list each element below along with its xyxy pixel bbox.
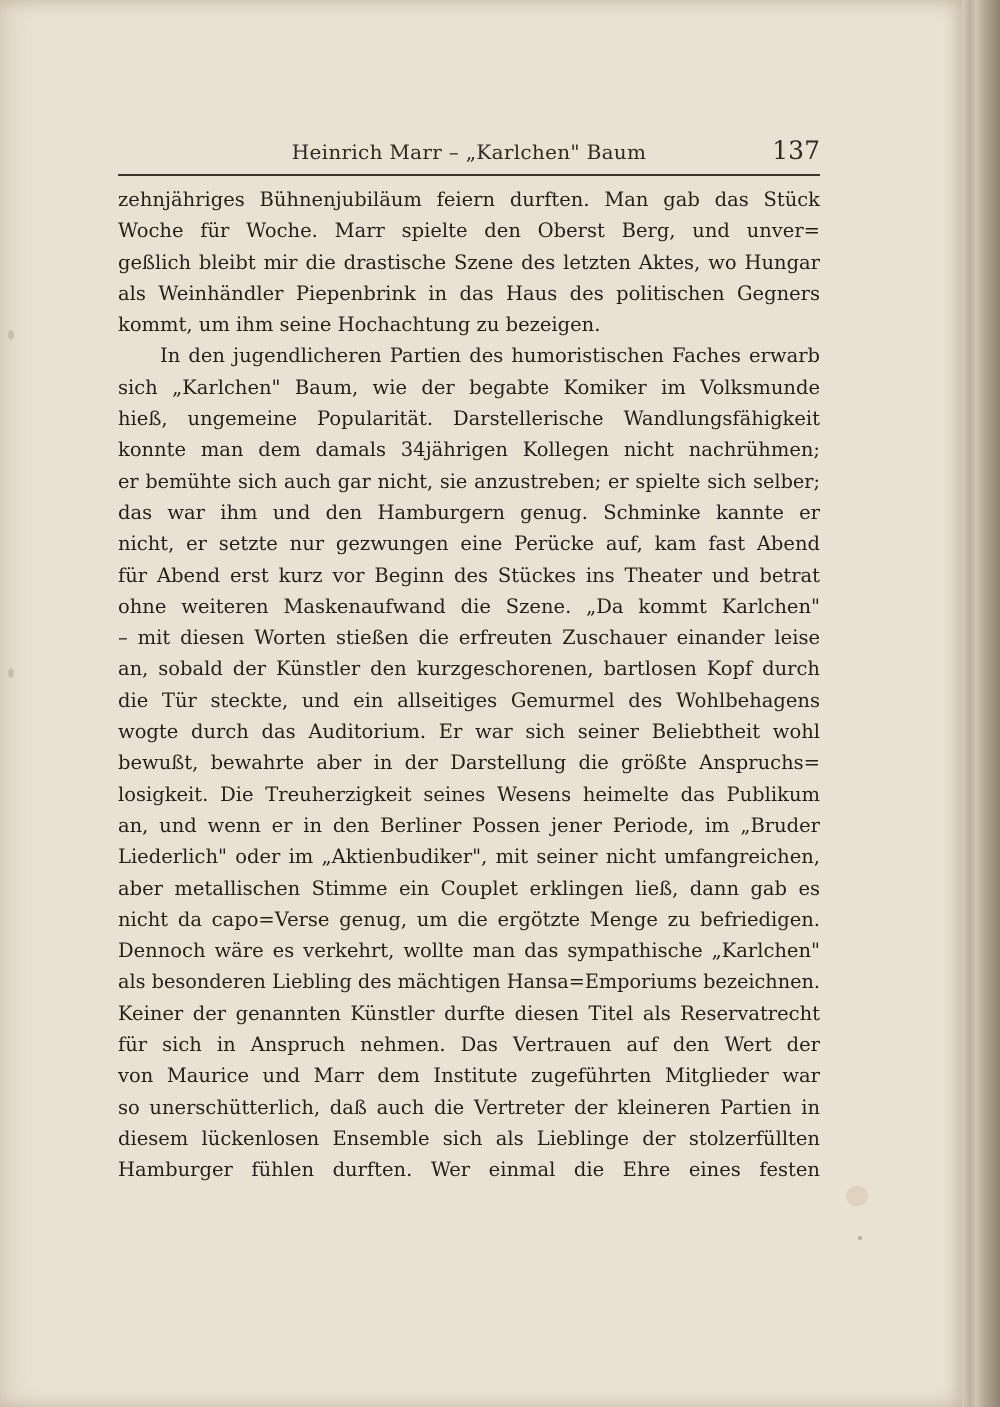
- text-line: von Maurice und Marr dem Institute zugeführten Mitglieder war: [118, 1064, 820, 1088]
- text-line: In den jugendlicheren Partien des humoristischen Faches erwarb: [160, 344, 820, 368]
- paper-stain: [8, 330, 14, 340]
- text-line: kommt, um ihm seine Hochachtung zu bezeigen.: [118, 313, 601, 337]
- text-line: Liederlich" oder im „Aktienbudiker", mit seiner nicht umfangreichen,: [118, 845, 820, 869]
- text-line: an, sobald der Künstler den kurzgeschorenen, bartlosen Kopf durch: [118, 657, 820, 681]
- text-line: wogte durch das Auditorium. Er war sich seiner Beliebtheit wohl: [118, 720, 820, 744]
- text-line: die Tür steckte, und ein allseitiges Gemurmel des Wohlbehagens: [118, 688, 820, 712]
- text-line: sich „Karlchen" Baum, wie der begabte Komiker im Volksmunde: [118, 375, 820, 399]
- text-line: als besonderen Liebling des mächtigen Hansa=Emporiums bezeichnen.: [118, 970, 820, 994]
- paper-stain: [846, 1186, 868, 1206]
- text-line: Dennoch wäre es verkehrt, wollte man das sympathische „Karlchen": [118, 939, 820, 963]
- running-title: Heinrich Marr – „Karlchen" Baum: [291, 140, 647, 164]
- text-line: zehnjähriges Bühnenjubiläum feiern durften. Man gab das Stück: [118, 188, 820, 211]
- paper-stain: [8, 668, 14, 678]
- text-line: an, und wenn er in den Berliner Possen jener Periode, im „Bruder: [118, 813, 820, 837]
- text-line: konnte man dem damals 34jährigen Kollegen nicht nachrühmen;: [118, 438, 820, 462]
- text-line: für sich in Anspruch nehmen. Das Vertrauen auf den Wert der: [118, 1033, 820, 1057]
- text-line: so unerschütterlich, daß auch die Vertreter der kleineren Partien in: [118, 1095, 820, 1119]
- text-line: er bemühte sich auch gar nicht, sie anzustreben; er spielte sich selber;: [118, 469, 820, 493]
- text-line: hieß, ungemeine Popularität. Darstellerische Wandlungsfähigkeit: [118, 407, 820, 431]
- text-line: für Abend erst kurz vor Beginn des Stückes ins Theater und betrat: [118, 563, 820, 587]
- text-line: bewußt, bewahrte aber in der Darstellung die größte Anspruchs=: [118, 751, 820, 775]
- text-line: das war ihm und den Hamburgern genug. Schminke kannte er: [118, 500, 820, 524]
- page-edge-stack: [962, 0, 1000, 1407]
- text-line: ohne weiteren Maskenaufwand die Szene. „Da kommt Karlchen": [118, 594, 820, 618]
- body-text: [118, 184, 820, 1186]
- text-line: – mit diesen Worten stießen die erfreuten Zuschauer einander leise: [118, 626, 820, 650]
- text-line: geßlich bleibt mir die drastische Szene des letzten Aktes, wo Hungar: [118, 250, 820, 274]
- text-line: Keiner der genannten Künstler durfte diesen Titel als Reservatrecht: [118, 1001, 820, 1025]
- text-line: Hamburger fühlen durften. Wer einmal die Ehre eines festen: [118, 1158, 820, 1182]
- text-line: nicht da capo=Verse genug, um die ergötzte Menge zu befriedigen.: [118, 907, 820, 931]
- text-line: losigkeit. Die Treuherzigkeit seines Wesens heimelte das Publikum: [118, 782, 820, 806]
- paper-stain: [858, 1236, 862, 1240]
- text-line: aber metallischen Stimme ein Couplet erklingen ließ, dann gab es: [118, 876, 820, 900]
- text-line: als Weinhändler Piepenbrink in das Haus des politischen Gegners: [118, 281, 820, 305]
- page-header: [118, 134, 820, 176]
- text-line: nicht, er setzte nur gezwungen eine Perücke auf, kam fast Abend: [118, 532, 820, 556]
- page-number: 137: [772, 136, 820, 165]
- text-line: diesem lückenlosen Ensemble sich als Lieblinge der stolzerfüllten: [118, 1126, 820, 1150]
- text-line: Woche für Woche. Marr spielte den Oberst Berg, und unver=: [118, 219, 820, 243]
